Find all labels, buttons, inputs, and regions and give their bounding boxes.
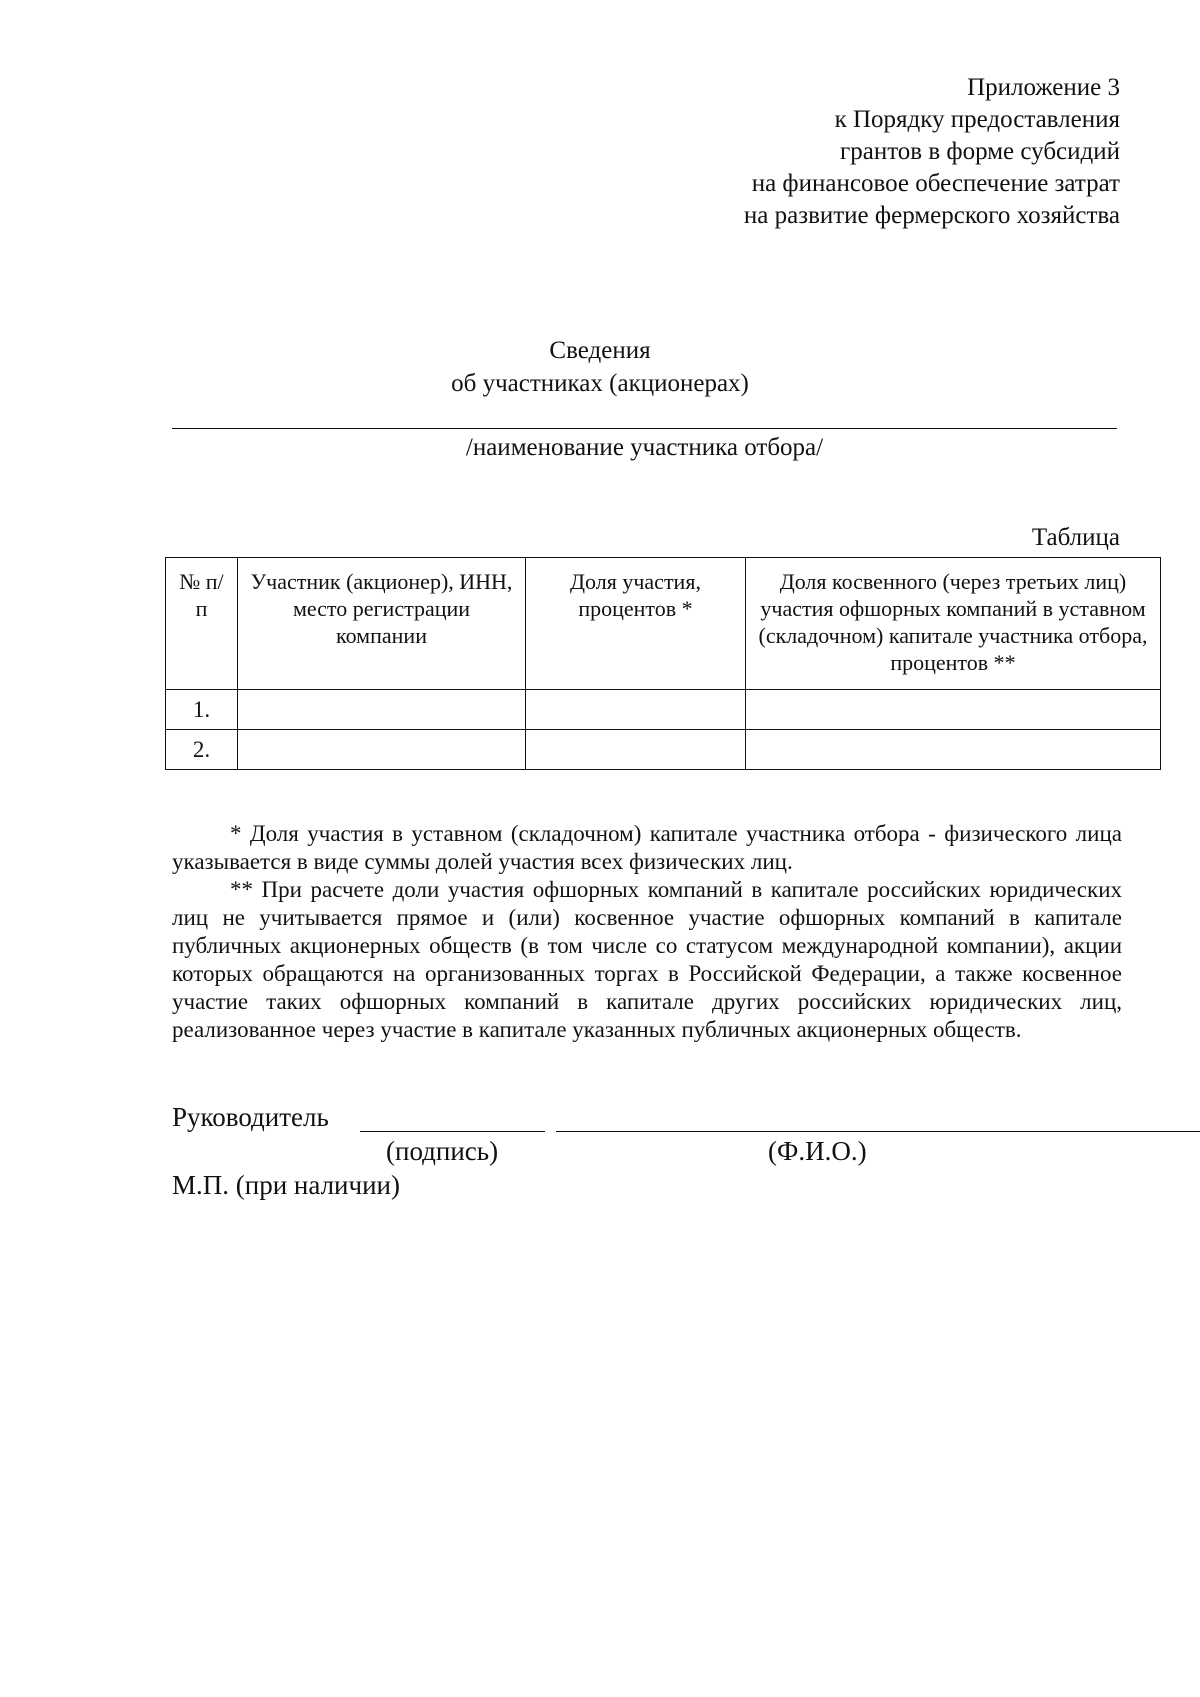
appendix-line: Приложение 3 [967, 74, 1120, 101]
appendix-line: на финансовое обеспечение затрат [751, 170, 1120, 197]
row-number: 2. [166, 730, 238, 770]
footnote-2: ** При расчете доли участия офшорных компаний в капитале российских юридических лиц не учитывается прямое и (или) косвенное участие офшорных компаний в капитале публичных акционерных обществ (в том числе со статусом международной компании), акции которых обращаются на организованных торгах в Российской Федерации, а также косвенное участие таких офшорных компаний в капитале других российских юридических лиц, реализованное через участие в капитале указанных публичных акционерных обществ. [172, 877, 1122, 1042]
appendix-line: грантов в форме субсидий [839, 138, 1120, 165]
share-cell[interactable] [526, 690, 746, 730]
document-heading [0, 334, 1200, 400]
appendix-line: к Порядку предоставления [834, 106, 1120, 133]
document-subtitle: об участниках (акционерах) [451, 370, 749, 397]
offshore-share-cell[interactable] [746, 690, 1161, 730]
stamp-note: М.П. (при наличии) [172, 1170, 400, 1200]
header-participant: Участник (акционер), ИНН, место регистрации компании [238, 558, 526, 690]
full-name-caption: (Ф.И.О.) [768, 1136, 867, 1166]
full-name-line [556, 1131, 1200, 1132]
table-row [166, 730, 1161, 770]
table-label: Таблица [1031, 524, 1120, 551]
footnote-1: * Доля участия в уставном (складочном) капитале участника отбора - физического лица указывается в виде суммы долей участия всех физических лиц. [172, 821, 1122, 874]
header-share: Доля участия, процентов * [526, 558, 746, 690]
participant-cell[interactable] [238, 690, 526, 730]
header-number: № п/п [166, 558, 238, 690]
signature-label: Руководитель [172, 1102, 329, 1132]
signature-caption: (подпись) [386, 1136, 499, 1166]
offshore-share-cell[interactable] [746, 730, 1161, 770]
participant-cell[interactable] [238, 730, 526, 770]
footnotes [172, 820, 1122, 1044]
participant-name-line [172, 428, 1117, 429]
shareholders-table [165, 557, 1161, 770]
share-cell[interactable] [526, 730, 746, 770]
signature-line [360, 1131, 545, 1132]
row-number: 1. [166, 690, 238, 730]
participant-name-caption: /наименование участника отбора/ [465, 434, 824, 461]
document-title: Сведения [549, 337, 651, 364]
table-header-row [166, 558, 1161, 690]
appendix-block [744, 72, 1120, 232]
header-offshore-share: Доля косвенного (через третьих лиц) участия офшорных компаний в уставном (складочном) капитале участника отбора, процентов ** [746, 558, 1161, 690]
table-row [166, 690, 1161, 730]
appendix-line: на развитие фермерского хозяйства [743, 202, 1120, 229]
